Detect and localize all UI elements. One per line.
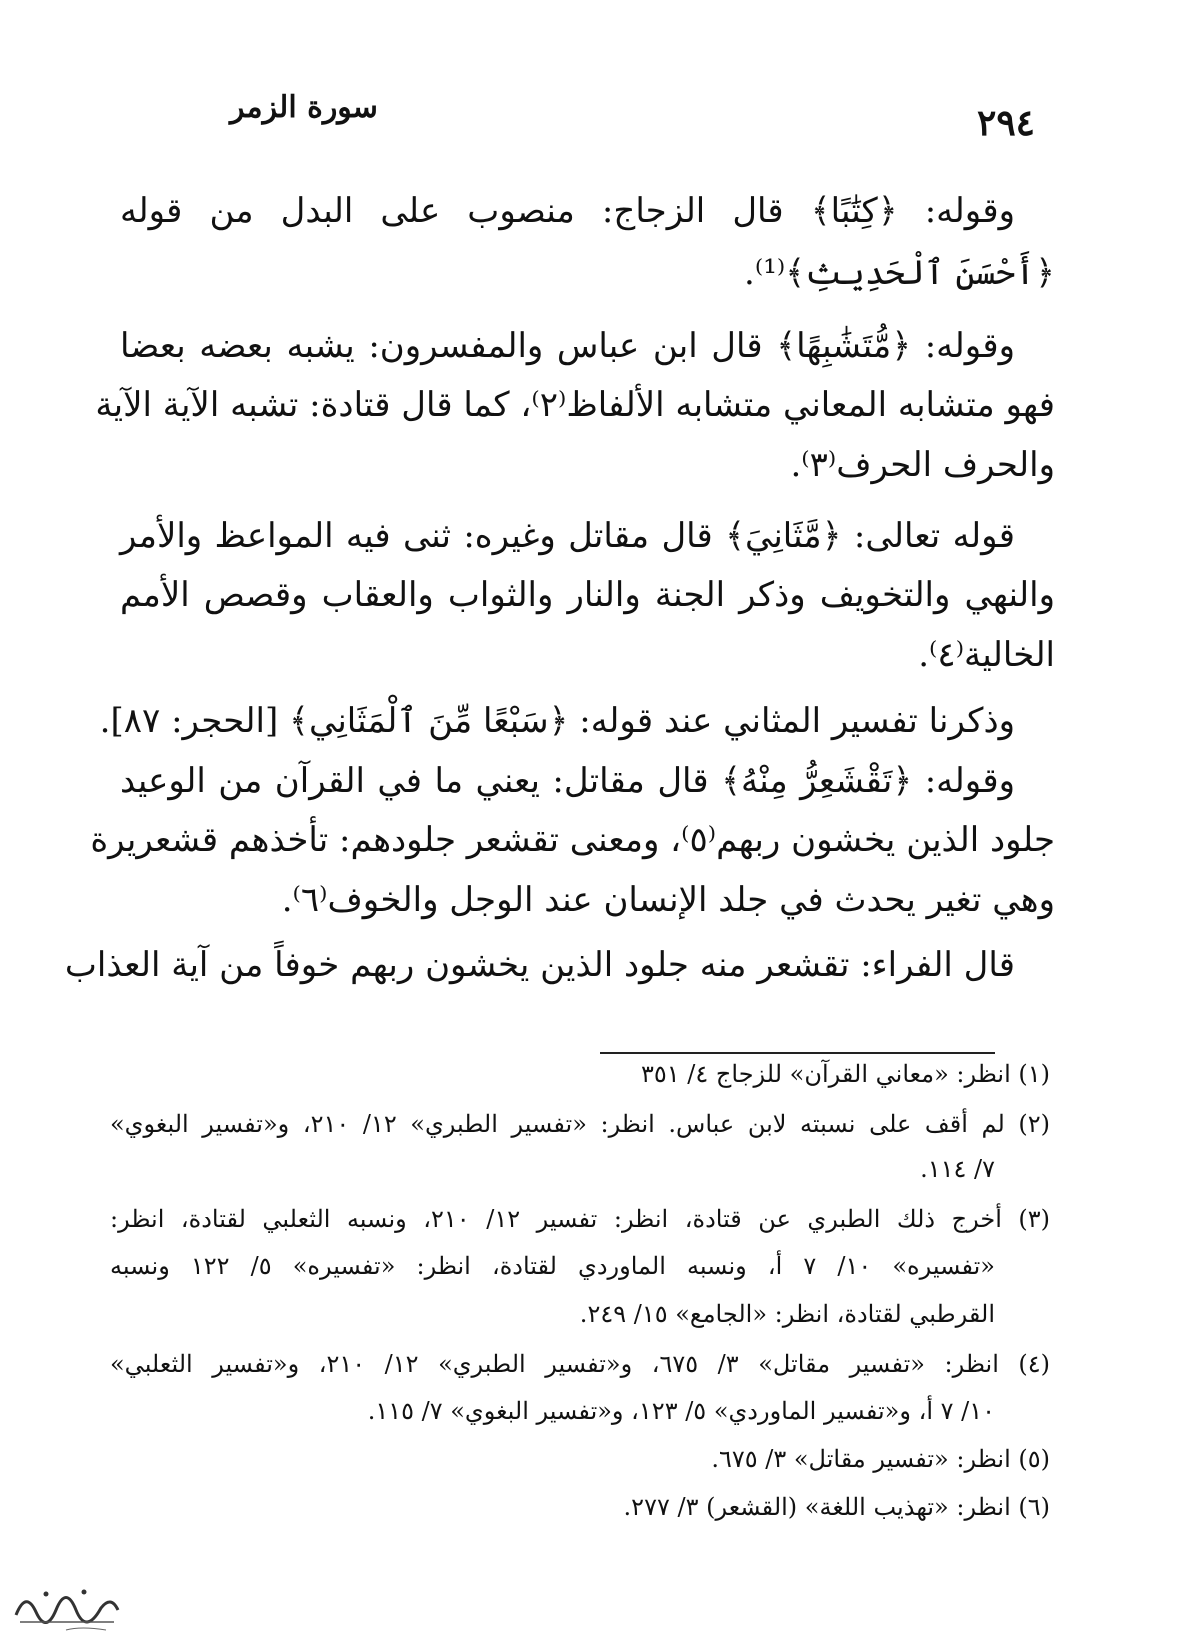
text-line: والنهي والتخويف وذكر الجنة والنار والثواب والعقاب وقصص الأمم <box>120 575 1055 615</box>
footnote-line: (١) انظر: «معاني القرآن» للزجاج ٤/ ٣٥١ <box>640 1060 1050 1088</box>
footnote-separator <box>600 1052 995 1054</box>
calligraphy-logo-icon <box>6 1570 126 1640</box>
surah-title: سورة الزمر <box>230 90 378 125</box>
footnote-line: (٥) انظر: «تفسير مقاتل» ٣/ ٦٧٥. <box>711 1445 1050 1473</box>
watermark-logo <box>6 1570 126 1640</box>
text-line: الخالية⁽٤⁾. <box>918 635 1055 675</box>
text-line: وذكرنا تفسير المثاني عند قوله: ﴿سَبْعًا مِّنَ ٱلْمَثَانِي﴾ [الحجر: ٨٧]. <box>99 701 1015 741</box>
page-header <box>0 80 1185 144</box>
text-line: وهي تغير يحدث في جلد الإنسان عند الوجل والخوف⁽٦⁾. <box>281 880 1055 920</box>
footnote-line: (٦) انظر: «تهذيب اللغة» (القشعر) ٣/ ٢٧٧. <box>623 1493 1050 1521</box>
text-line: وقوله: ﴿تَقْشَعِرُّ مِنْهُ﴾ قال مقاتل: يعني ما في القرآن من الوعيد <box>120 761 1015 801</box>
footnote-line: القرطبي لقتادة، انظر: «الجامع» ١٥/ ٢٤٩. <box>579 1300 995 1328</box>
footnote-line: (٢) لم أقف على نسبته لابن عباس. انظر: «تفسير الطبري» ١٢/ ٢١٠، و«تفسير البغوي» <box>110 1110 1050 1138</box>
text-line: وقوله: ﴿كِتَٰبًا﴾ قال الزجاج: منصوب على البدل من قوله <box>120 191 1015 231</box>
footnote-line: «تفسيره» ١٠/ ٧ أ، ونسبه الماوردي لقتادة، انظر: «تفسيره» ٥/ ١٢٢ ونسبه <box>110 1252 995 1280</box>
footnote-line: (٣) أخرج ذلك الطبري عن قتادة، انظر: تفسير ١٢/ ٢١٠، ونسبه الثعلبي لقتادة، انظر: <box>110 1205 1051 1233</box>
footnote-line: (٤) انظر: «تفسير مقاتل» ٣/ ٦٧٥، و«تفسير الطبري» ١٢/ ٢١٠، و«تفسير الثعلبي» <box>110 1350 1051 1378</box>
footnote-line: ١٠/ ٧ أ، و«تفسير الماوردي» ٥/ ١٢٣، و«تفسير البغوي» ٧/ ١١٥. <box>367 1397 995 1425</box>
text-line: والحرف الحرف⁽٣⁾. <box>790 445 1055 485</box>
text-line: قال الفراء: تقشعر منه جلود الذين يخشون ربهم خوفاً من آية العذاب <box>64 945 1015 985</box>
text-line: وقوله: ﴿مُّتَشَٰبِهًا﴾ قال ابن عباس والمفسرون: يشبه بعضه بعضا <box>120 326 1015 366</box>
footnote-line: ٧/ ١١٤. <box>920 1155 995 1183</box>
page-number: ٢٩٤ <box>976 102 1035 144</box>
text-line: فهو متشابه المعاني متشابه الألفاظ⁽٢⁾، كما قال قتادة: تشبه الآية الآية <box>95 385 1055 425</box>
text-line: ﴿أَحْسَنَ ٱلْحَدِيثِ﴾⁽¹⁾. <box>744 253 1055 293</box>
text-line: قوله تعالى: ﴿مَّثَانِيَ﴾ قال مقاتل وغيره: ثنى فيه المواعظ والأمر <box>120 516 1015 556</box>
text-line: جلود الذين يخشون ربهم⁽٥⁾، ومعنى تقشعر جلودهم: تأخذهم قشعريرة <box>90 820 1055 860</box>
